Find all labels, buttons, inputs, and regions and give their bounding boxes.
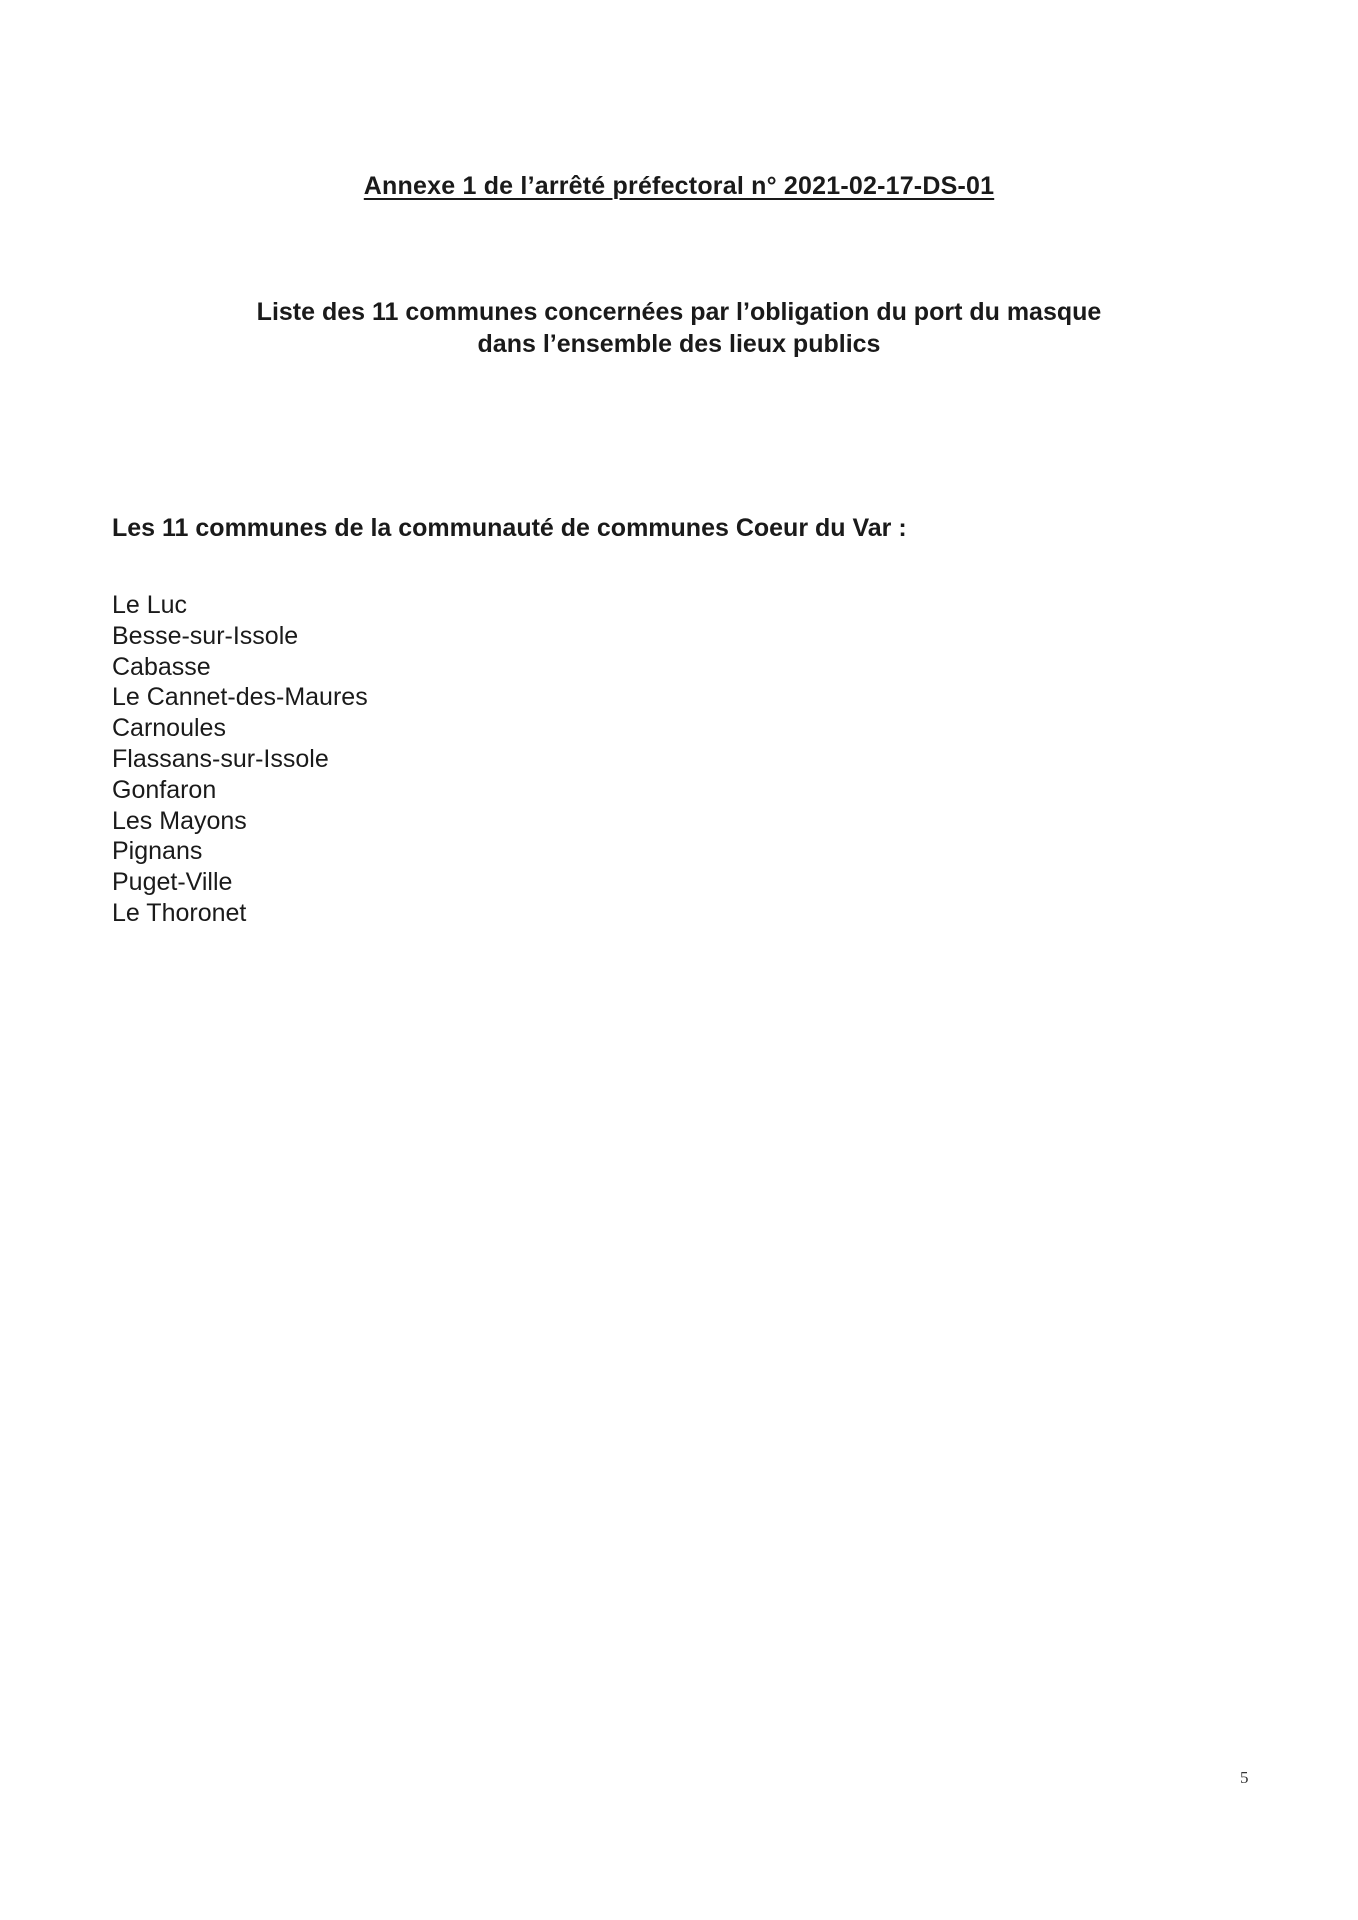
- list-item: Le Luc: [112, 591, 188, 619]
- list-item: Gonfaron: [112, 775, 217, 804]
- annex-title: [0, 172, 1358, 201]
- subtitle-line-2: dans l’ensemble des lieux publics: [477, 330, 881, 358]
- list-item: Le Cannet-des-Maures: [112, 683, 368, 712]
- annex-title-text: Annexe 1 de l’arrêté préfectoral n° 2021-02-17-DS-01: [363, 172, 995, 200]
- commune-list: [112, 590, 368, 929]
- subtitle-line-1: Liste des 11 communes concernées par l’obligation du port du masque: [256, 298, 1102, 326]
- list-item: Pignans: [112, 837, 203, 866]
- page-number: 5: [1240, 1768, 1249, 1787]
- list-item: Les Mayons: [112, 806, 247, 835]
- list-item: Cabasse: [112, 652, 211, 681]
- section-heading: Les 11 communes de la communauté de communes Coeur du Var :: [112, 514, 907, 542]
- document-subtitle: [0, 296, 1358, 360]
- list-item: Puget-Ville: [112, 868, 233, 897]
- list-item: Flassans-sur-Issole: [112, 744, 329, 773]
- list-item: Besse-sur-Issole: [112, 621, 299, 650]
- list-item: Carnoules: [112, 714, 226, 743]
- list-item: Le Thoronet: [112, 898, 247, 927]
